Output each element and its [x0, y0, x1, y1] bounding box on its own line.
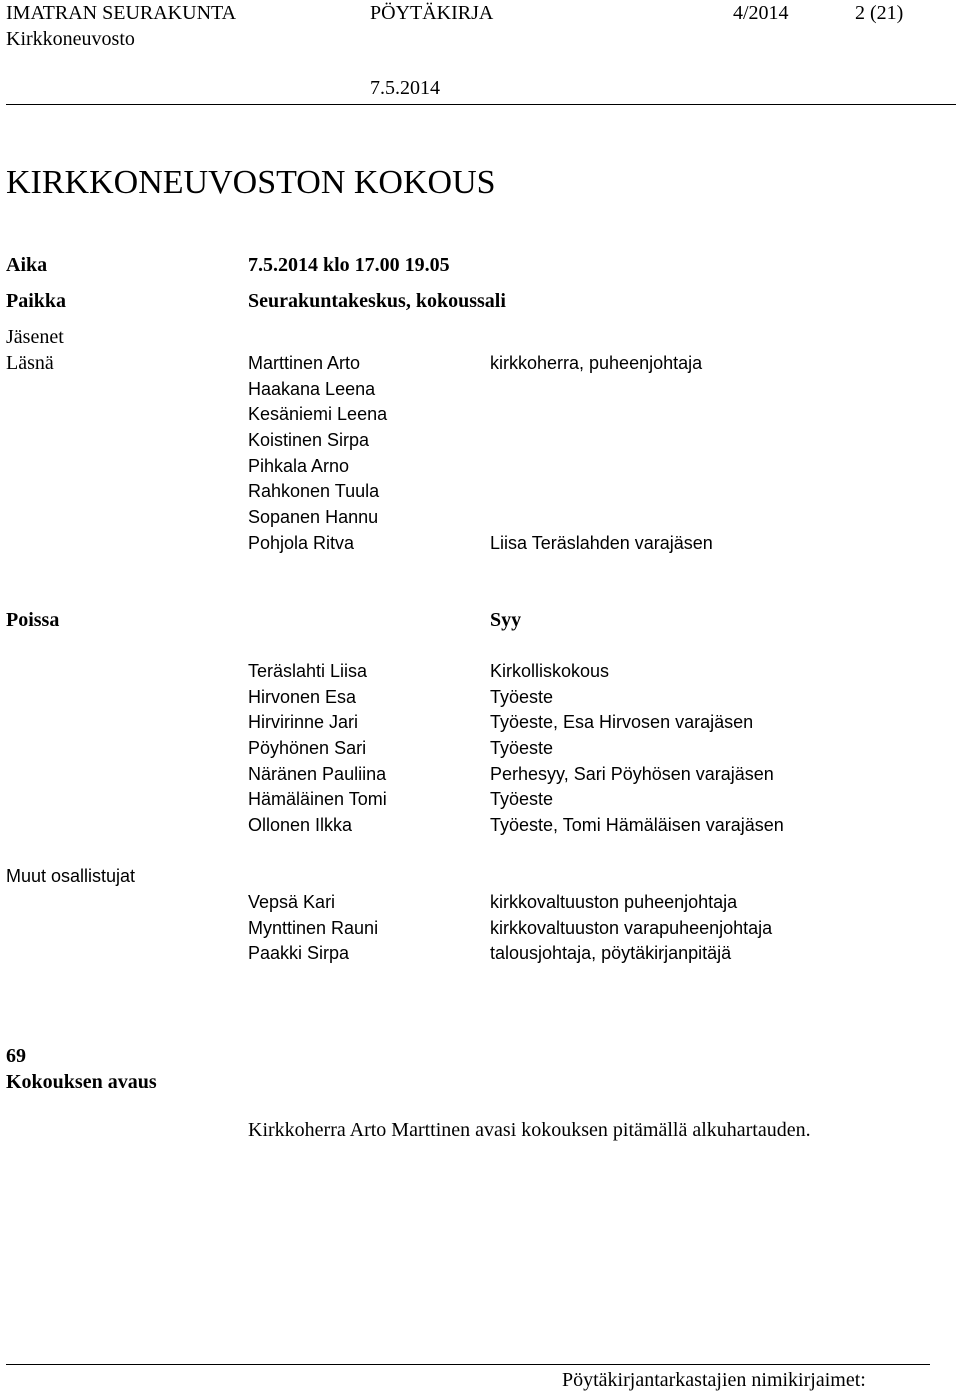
- absent-label: Poissa: [6, 609, 60, 631]
- other-participant: Paakki Sirpa: [248, 943, 350, 964]
- absence-reason: Työeste: [490, 738, 554, 759]
- participant-role: kirkkovaltuuston puheenjohtaja: [490, 892, 738, 912]
- absent-reasons: [490, 659, 784, 839]
- other-participant: Mynttinen Rauni: [248, 917, 379, 938]
- place-label: Paikka: [6, 290, 67, 312]
- present-list: [248, 351, 387, 557]
- participant-role: talousjohtaja, pöytäkirjanpitäjä: [490, 943, 732, 964]
- body-name: Kirkkoneuvosto: [6, 28, 135, 50]
- document-number: 4/2014: [733, 2, 789, 24]
- place-value: Seurakuntakeskus, kokoussali: [248, 290, 506, 312]
- absent-names: [248, 659, 387, 839]
- present-member: Sopanen Hannu: [248, 507, 379, 528]
- absent-member: Ollonen Ilkka: [248, 815, 353, 836]
- others-names: [248, 890, 378, 967]
- absent-member: Teräslahti Liisa: [248, 661, 368, 681]
- present-member: Koistinen Sirpa: [248, 430, 370, 451]
- header-rule: [6, 104, 956, 105]
- section-title: Kokouksen avaus: [6, 1071, 157, 1093]
- absent-member: Hirvonen Esa: [248, 686, 357, 707]
- other-participant: Vepsä Kari: [248, 892, 336, 912]
- time-value: 7.5.2014 klo 17.00 19.05: [248, 254, 450, 276]
- present-member: Haakana Leena: [248, 378, 376, 399]
- header-date: 7.5.2014: [370, 77, 440, 99]
- footer-rule: [6, 1364, 930, 1365]
- page-title: KIRKKONEUVOSTON KOKOUS: [6, 164, 496, 201]
- others-roles: [490, 890, 772, 967]
- absent-member: Pöyhönen Sari: [248, 738, 367, 759]
- absence-reason: Työeste, Esa Hirvosen varajäsen: [490, 712, 754, 733]
- present-member: Rahkonen Tuula: [248, 481, 380, 502]
- section-text: Kirkkoherra Arto Marttinen avasi kokouksen pitämällä alkuhartauden.: [248, 1119, 811, 1141]
- present-role-chair: kirkkoherra, puheenjohtaja: [490, 353, 703, 373]
- present-member: Marttinen Arto: [248, 353, 361, 373]
- others-label: Muut osallistujat: [6, 866, 136, 886]
- present-member: Pohjola Ritva: [248, 532, 355, 553]
- document-type: PÖYTÄKIRJA: [370, 2, 494, 24]
- members-label: Jäsenet: [6, 326, 64, 348]
- absence-reason: Työeste: [490, 686, 554, 707]
- absence-reason: Perhesyy, Sari Pöyhösen varajäsen: [490, 763, 774, 784]
- signature-label: Pöytäkirjantarkastajien nimikirjaimet:: [562, 1369, 866, 1391]
- present-member: Pihkala Arno: [248, 455, 350, 476]
- absent-member: Hirvirinne Jari: [248, 712, 359, 733]
- section-number: 69: [6, 1045, 26, 1067]
- absence-reason: Työeste, Tomi Hämäläisen varajäsen: [490, 815, 784, 836]
- reason-header: Syy: [490, 609, 522, 631]
- absent-member: Näränen Pauliina: [248, 763, 387, 784]
- org-name: IMATRAN SEURAKUNTA: [6, 2, 237, 24]
- absence-reason: Kirkolliskokous: [490, 661, 610, 681]
- present-role-substitute: Liisa Teräslahden varajäsen: [490, 533, 713, 553]
- present-member: Kesäniemi Leena: [248, 404, 388, 425]
- absent-member: Hämäläinen Tomi: [248, 789, 387, 810]
- time-label: Aika: [6, 254, 48, 276]
- absence-reason: Työeste: [490, 789, 554, 810]
- participant-role: kirkkovaltuuston varapuheenjohtaja: [490, 917, 773, 938]
- present-label: Läsnä: [6, 352, 54, 374]
- page-number: 2 (21): [855, 2, 904, 24]
